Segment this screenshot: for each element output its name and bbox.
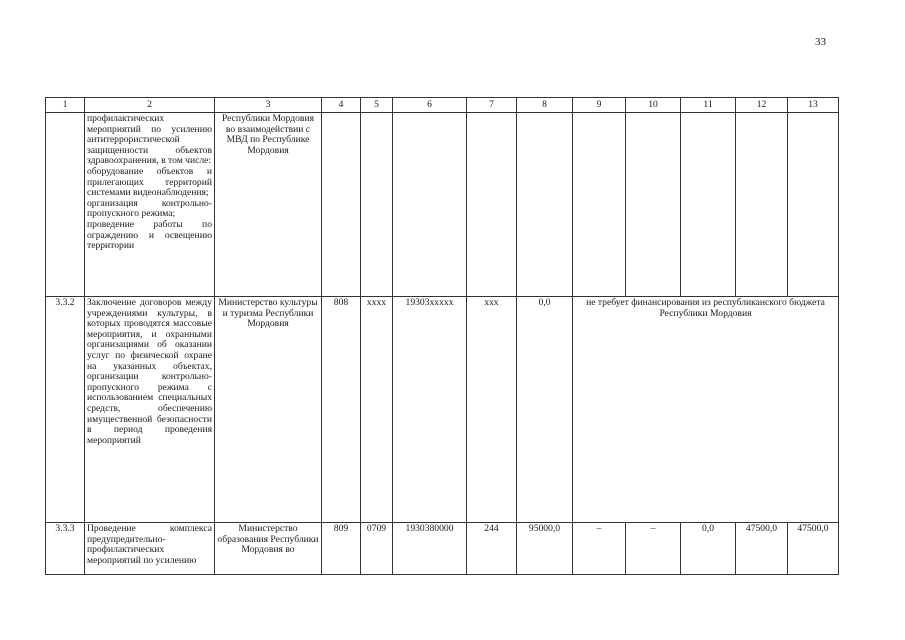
column-header: 1 (46, 98, 85, 113)
cell-section-code: хххх (361, 297, 393, 523)
cell-total (517, 113, 573, 297)
cell-target-code (393, 113, 467, 297)
executor: Республики Мордовия во взаимодействии с МВД по Республике Мордовия (215, 113, 322, 297)
cell-expense-type: 244 (467, 523, 517, 575)
measure-description: Заключение договоров между учреждениями культуры, в которых проводятся массовые мероприятия, и охранными организациями об оказании услуг по физической охране на указанных объектах, организации контрольно-пропускного режима с использованием специальных средств, обеспечению имущественной безопасности в период проведения мероприятий (85, 297, 215, 523)
cell-total: 0,0 (517, 297, 573, 523)
column-header: 10 (626, 98, 681, 113)
cell-total: 95000,0 (517, 523, 573, 575)
column-header: 6 (393, 98, 467, 113)
cell-year-11: 0,0 (681, 523, 736, 575)
cell-section-code: 0709 (361, 523, 393, 575)
column-header: 13 (788, 98, 839, 113)
cell-section-code (361, 113, 393, 297)
cell-expense-type: ххх (467, 297, 517, 523)
item-number: 3.3.2 (46, 297, 85, 523)
column-header: 7 (467, 98, 517, 113)
item-number (46, 113, 85, 297)
budget-table (45, 97, 839, 575)
cell-year-9 (573, 113, 626, 297)
column-header: 8 (517, 98, 573, 113)
cell-expense-type (467, 113, 517, 297)
cell-year-9: – (573, 523, 626, 575)
column-number-row (46, 98, 839, 113)
column-header: 4 (322, 98, 361, 113)
cell-ministry-code: 808 (322, 297, 361, 523)
table-row (46, 297, 839, 523)
cell-year-10 (626, 113, 681, 297)
column-header: 3 (215, 98, 322, 113)
cell-year-13 (788, 113, 839, 297)
measure-description: Проведение комплекса предупредительно-профилактических мероприятий по усилению (85, 523, 215, 575)
executor: Министерство образования Республики Мордовия во (215, 523, 322, 575)
column-header: 9 (573, 98, 626, 113)
page-number: 33 (815, 36, 826, 48)
cell-ministry-code: 809 (322, 523, 361, 575)
table-row (46, 523, 839, 575)
cell-year-10: – (626, 523, 681, 575)
column-header: 11 (681, 98, 736, 113)
column-header: 12 (736, 98, 788, 113)
financing-note: не требует финансирования из республиканского бюджета Республики Мордовия (573, 297, 839, 523)
cell-year-13: 47500,0 (788, 523, 839, 575)
table-row (46, 113, 839, 297)
cell-target-code: 1930380000 (393, 523, 467, 575)
cell-year-12: 47500,0 (736, 523, 788, 575)
cell-ministry-code (322, 113, 361, 297)
executor: Министерство культуры и туризма Республики Мордовия (215, 297, 322, 523)
column-header: 2 (85, 98, 215, 113)
item-number: 3.3.3 (46, 523, 85, 575)
measure-description: профилактических мероприятий по усилению антитеррористической защищенности объектов здравоохранения, в том числе: оборудование объектов и прилегающих территорий системами видеонаблюдения; организация контрольно-пропускного режима; проведение работы по ограждению и освещению территории (85, 113, 215, 297)
cell-year-11 (681, 113, 736, 297)
cell-year-12 (736, 113, 788, 297)
column-header: 5 (361, 98, 393, 113)
cell-target-code: 19303ххххх (393, 297, 467, 523)
